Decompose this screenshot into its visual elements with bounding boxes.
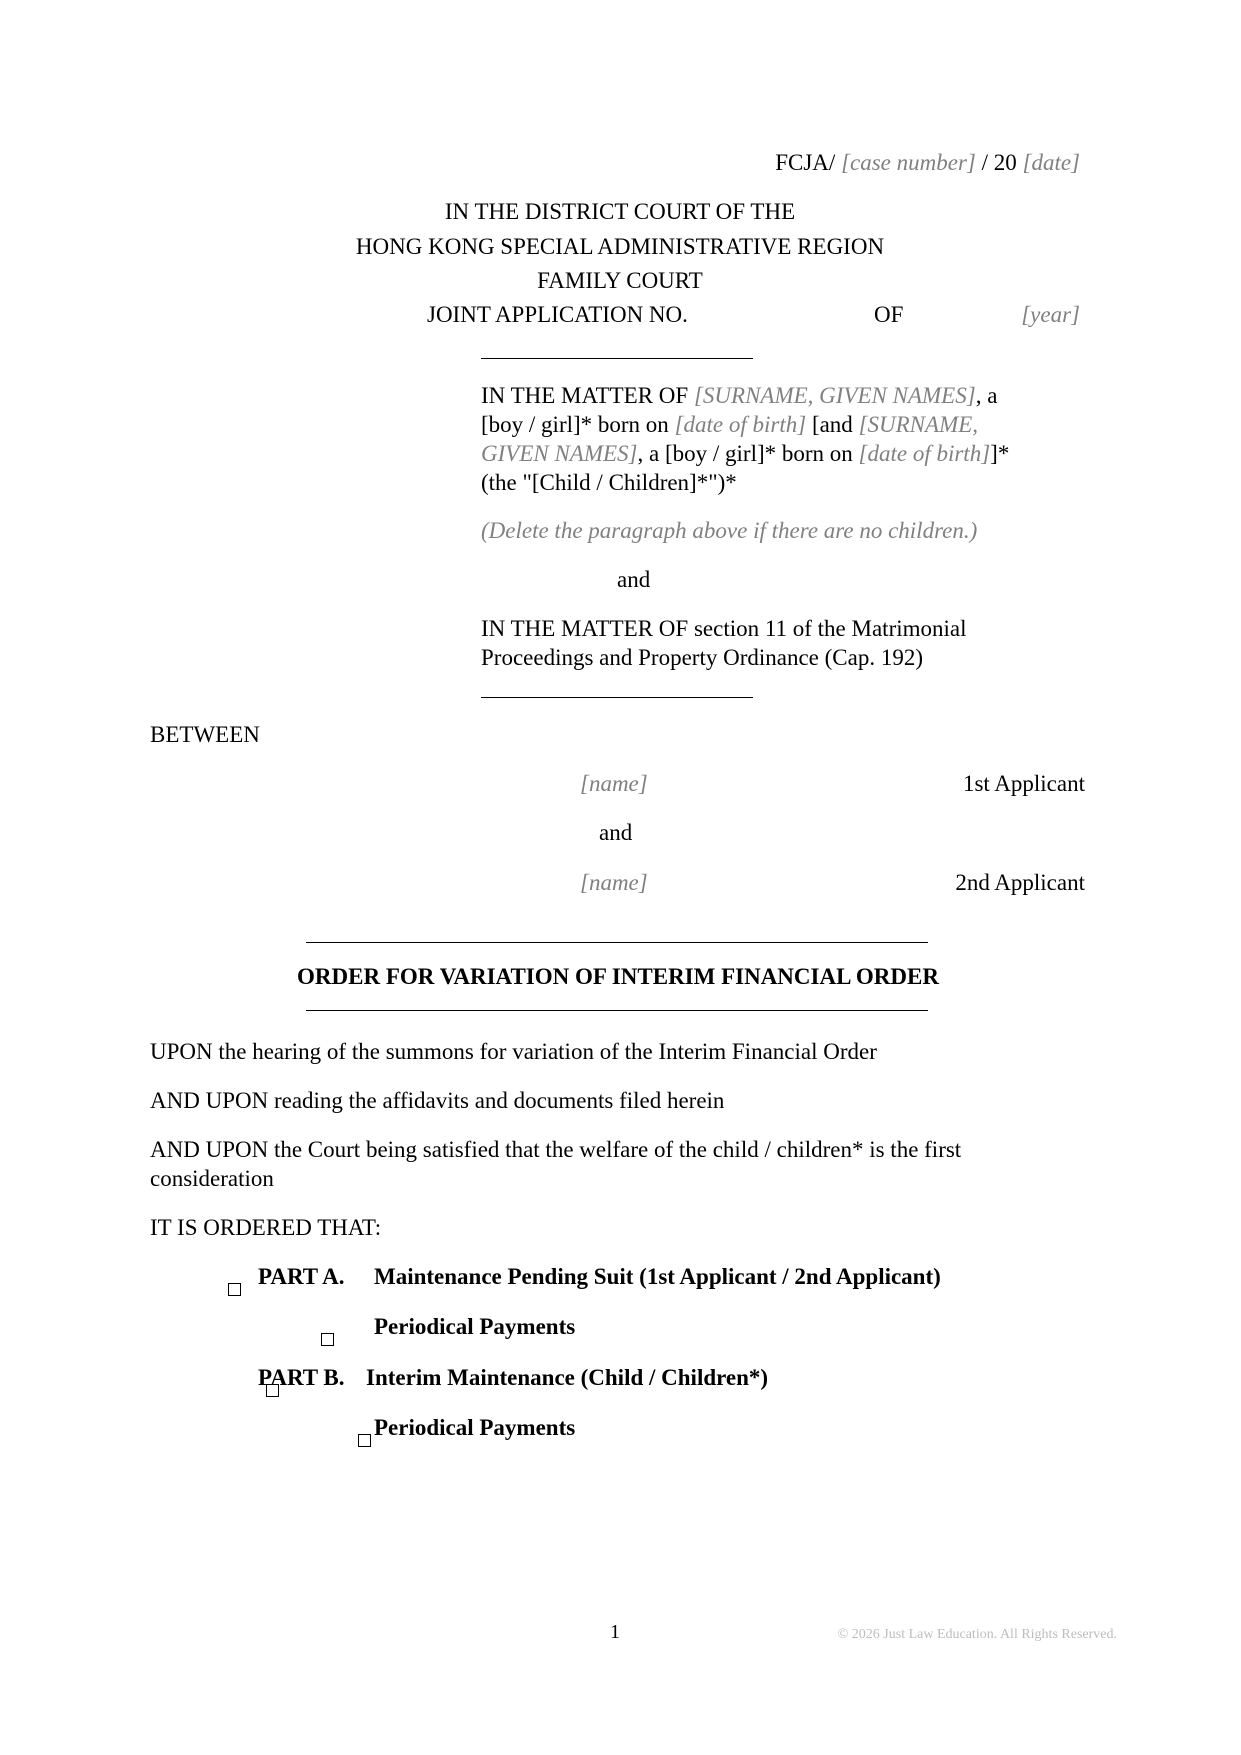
delete-paragraph-note: (Delete the paragraph above if there are no children.) <box>481 518 978 543</box>
page-number: 1 <box>610 1621 620 1643</box>
case-number-placeholder: [case number] <box>841 150 976 175</box>
applicant-1-role: 1st Applicant <box>962 771 1085 796</box>
matter-child-paragraph <box>481 381 1009 497</box>
applicant-2-name-placeholder: [name] <box>580 870 648 895</box>
recital-reading: AND UPON reading the affidavits and documents filed herein <box>150 1088 725 1113</box>
date-of-birth-placeholder-2: [date of birth] <box>858 441 991 466</box>
part-a-checkbox[interactable] <box>228 1283 241 1296</box>
year-placeholder: [year] <box>1021 302 1080 327</box>
and-connector-2: and <box>599 820 633 845</box>
part-b-title: Interim Maintenance (Child / Children*) <box>366 1365 769 1390</box>
divider-short-1 <box>481 358 753 359</box>
title-rule-bottom <box>306 1010 928 1011</box>
matter-statute-line-1: IN THE MATTER OF section 11 of the Matrimonial <box>481 616 967 641</box>
date-placeholder: [date] <box>1022 150 1080 175</box>
title-rule-top <box>306 942 928 943</box>
matter-child-line-2: [boy / girl]* born on [date of birth] [and [SURNAME, <box>481 412 979 437</box>
surname-given-names-placeholder: [SURNAME, GIVEN NAMES] <box>693 383 976 408</box>
and-connector-1: and <box>617 567 651 592</box>
court-line-1: IN THE DISTRICT COURT OF THE <box>444 199 796 224</box>
court-line-3: FAMILY COURT <box>537 268 703 293</box>
part-b-periodical-payments: Periodical Payments <box>374 1415 576 1440</box>
applicant-1-name-placeholder: [name] <box>580 771 648 796</box>
part-b-label: PART B. <box>258 1365 345 1390</box>
case-ref-prefix: FCJA/ <box>775 150 836 175</box>
joint-application-label: JOINT APPLICATION NO. <box>427 302 688 327</box>
recital-welfare-line-1: AND UPON the Court being satisfied that the welfare of the child / children* is the first <box>150 1137 962 1162</box>
matter-child-line-1: IN THE MATTER OF [SURNAME, GIVEN NAMES], a <box>481 383 998 408</box>
recital-welfare-line-2: consideration <box>150 1166 274 1191</box>
date-of-birth-placeholder: [date of birth] <box>674 412 807 437</box>
part-b-periodical-checkbox[interactable] <box>358 1434 371 1447</box>
of-label: OF <box>874 302 904 327</box>
copyright-notice: © 2026 Just Law Education. All Rights Reserved. <box>837 1627 1117 1642</box>
case-reference <box>775 148 1080 177</box>
it-is-ordered: IT IS ORDERED THAT: <box>150 1215 382 1240</box>
recital-hearing: UPON the hearing of the summons for variation of the Interim Financial Order <box>150 1039 877 1064</box>
part-a-label: PART A. <box>258 1264 345 1289</box>
part-a-title: Maintenance Pending Suit (1st Applicant / 2nd Applicant) <box>374 1264 941 1289</box>
court-line-2: HONG KONG SPECIAL ADMINISTRATIVE REGION <box>355 234 885 259</box>
surname-placeholder-2: [SURNAME, <box>858 412 979 437</box>
matter-child-line-4: (the "[Child / Children]*")* <box>481 470 737 495</box>
part-a-periodical-payments: Periodical Payments <box>374 1314 576 1339</box>
order-title: ORDER FOR VARIATION OF INTERIM FINANCIAL ORDER <box>297 964 939 989</box>
applicant-2-role: 2nd Applicant <box>955 870 1085 895</box>
case-ref-separator: / 20 <box>981 150 1017 175</box>
between-label: BETWEEN <box>150 722 260 747</box>
matter-statute-line-2: Proceedings and Property Ordinance (Cap. 192) <box>481 645 923 670</box>
part-a-periodical-checkbox[interactable] <box>321 1333 334 1346</box>
divider-short-2 <box>481 697 753 698</box>
given-names-placeholder-2: GIVEN NAMES] <box>481 441 638 466</box>
matter-child-line-3: GIVEN NAMES], a [boy / girl]* born on [date of birth]]* <box>481 441 1010 466</box>
